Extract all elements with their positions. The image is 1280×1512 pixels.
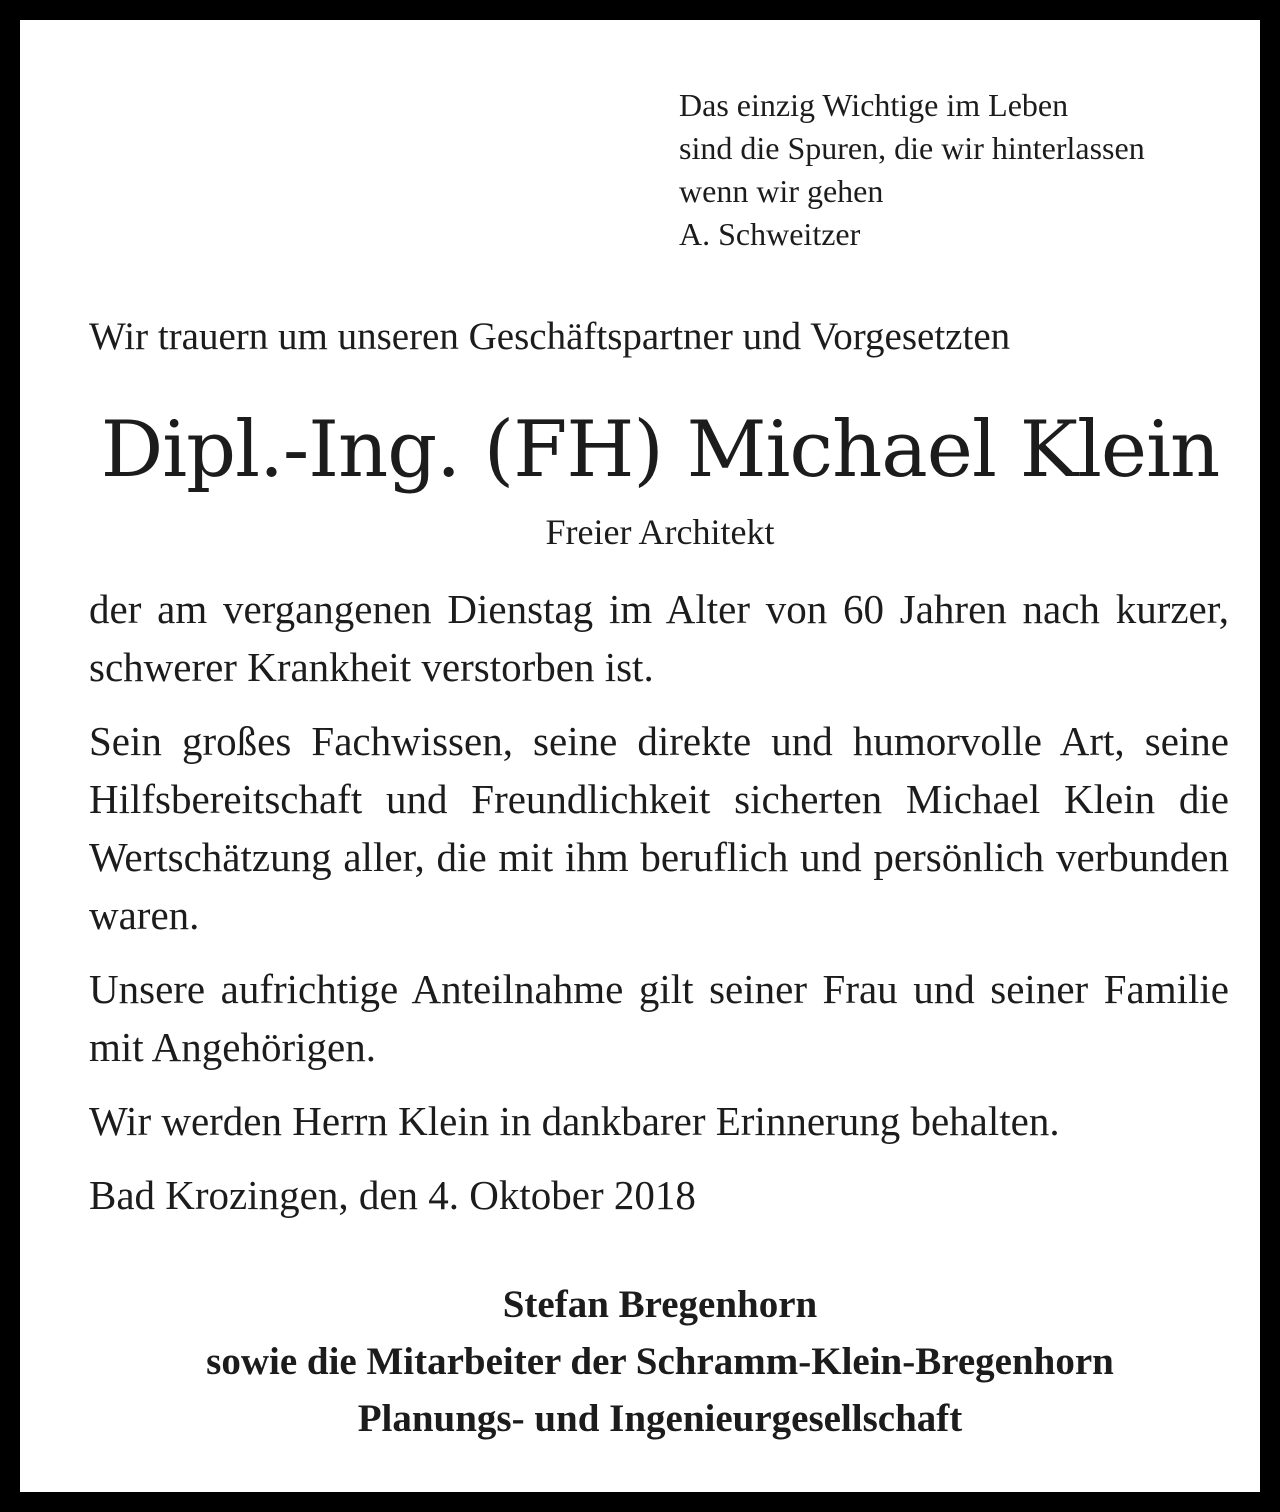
signature-line: sowie die Mitarbeiter der Schramm-Klein-Bregenhorn [206, 1340, 1114, 1383]
quote-author: A. Schweitzer [679, 216, 861, 252]
paragraph-death-notice: der am vergangenen Dienstag im Alter von 60 Jahren nach kurzer, schwerer Krankheit verstorben ist. [89, 586, 1229, 690]
paragraph-condolences: Unsere aufrichtige Anteilnahme gilt seiner Frau und seiner Familie mit Angehörigen. [89, 966, 1229, 1070]
place-date: Bad Krozingen, den 4. Oktober 2018 [89, 1172, 696, 1218]
signature-line: Planungs- und Ingenieurgesellschaft [357, 1397, 963, 1440]
signature-line: Stefan Bregenhorn [502, 1283, 818, 1326]
quote-line: wenn wir gehen [679, 173, 884, 209]
paragraph-remembrance: Wir werden Herrn Klein in dankbarer Erinnerung behalten. [89, 1098, 1060, 1144]
deceased-name: Dipl.-Ing. (FH) Michael Klein [100, 405, 1220, 495]
quote-block [679, 84, 1145, 256]
quote-line: sind die Spuren, die wir hinterlassen [679, 130, 1145, 166]
signature-block [20, 1276, 1280, 1447]
deceased-profession: Freier Architekt [545, 512, 775, 552]
paragraph-tribute: Sein großes Fachwissen, seine direkte und humorvolle Art, seine Hilfsbereitschaft und Freundlichkeit sicherten Michael Klein die Wertschätzung aller, die mit ihm beruflich und persönlich verbunden waren. [89, 718, 1229, 938]
mourning-intro: Wir trauern um unseren Geschäftspartner und Vorgesetzten [89, 315, 1011, 358]
quote-line: Das einzig Wichtige im Leben [679, 87, 1069, 123]
obituary-body [89, 580, 1229, 1240]
